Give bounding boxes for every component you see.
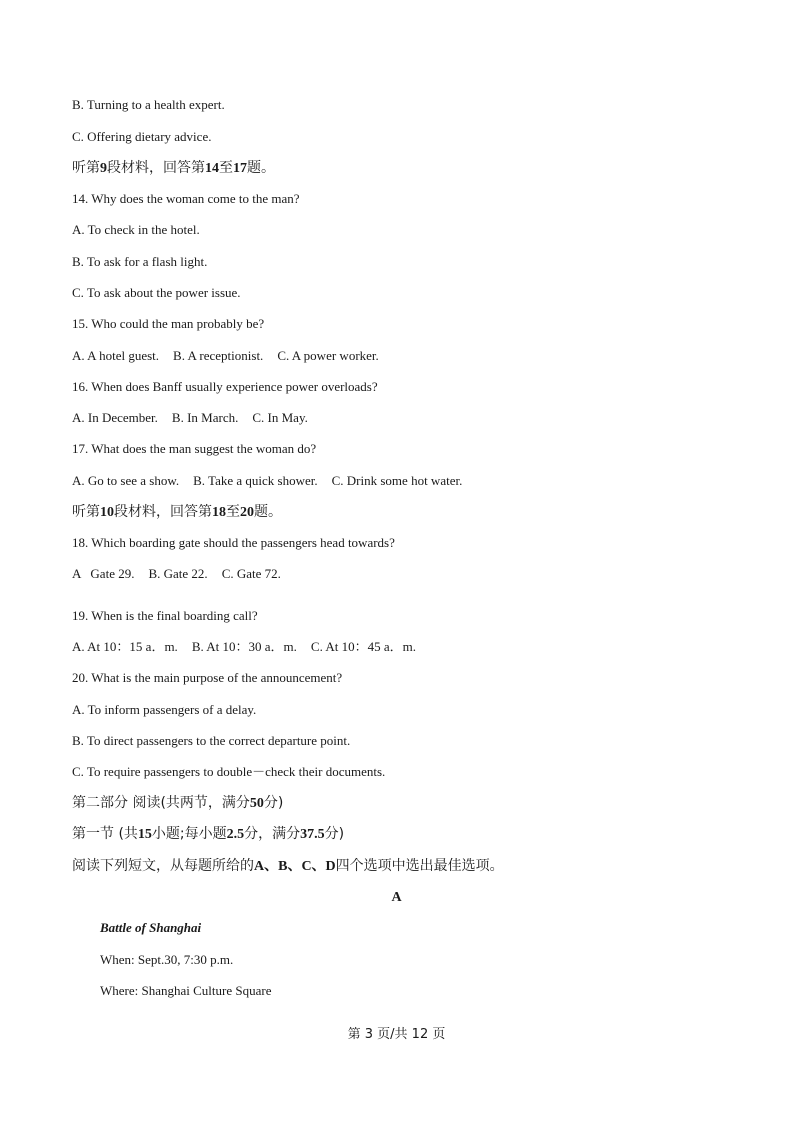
section-a-label: A (391, 890, 402, 905)
section-header-9: 听第9段材料，回答第14至17题。 (72, 160, 275, 176)
question-20: 20. What is the main purpose of the announcement? (72, 670, 343, 685)
event-where: Where: Shanghai Culture Square (100, 983, 272, 998)
page-footer: 第 3 页/共 12 页 (347, 1027, 446, 1042)
options-19: A. At 10：15 a．m. B. At 10：30 a．m. C. At 10：45 a．m. (72, 639, 416, 654)
option-13b: B. Turning to a health expert. (72, 97, 225, 112)
question-14: 14. Why does the woman come to the man? (72, 191, 300, 206)
option-14c: C. To ask about the power issue. (72, 285, 241, 300)
event-when: When: Sept.30, 7:30 p.m. (100, 952, 234, 967)
options-15: A. A hotel guest. B. A receptionist. C. A power worker. (72, 348, 379, 363)
passage-title: Battle of Shanghai (100, 920, 202, 935)
option-13c: C. Offering dietary advice. (72, 129, 212, 144)
part-two-header: 第二部分 阅读(共两节，满分50分) (72, 795, 284, 811)
options-17: A. Go to see a show. B. Take a quick shower. C. Drink some hot water. (72, 473, 463, 488)
options-16: A. In December. B. In March. C. In May. (72, 410, 308, 425)
option-14a: A. To check in the hotel. (72, 222, 200, 237)
question-15: 15. Who could the man probably be? (72, 316, 265, 331)
question-16: 16. When does Banff usually experience power overloads? (72, 379, 378, 394)
reading-instructions: 阅读下列短文，从每题所给的A、B、C、D四个选项中选出最佳选项。 (72, 858, 504, 874)
section-one-header: 第一节 (共15小题;每小题2.5分，满分37.5分) (72, 826, 345, 842)
options-18: A Gate 29. B. Gate 22. C. Gate 72. (72, 566, 281, 581)
section-header-10: 听第10段材料，回答第18至20题。 (72, 504, 282, 520)
option-20b: B. To direct passengers to the correct departure point. (72, 733, 351, 748)
option-20c: C. To require passengers to double－check their documents. (72, 764, 386, 779)
option-20a: A. To inform passengers of a delay. (72, 702, 257, 717)
question-19: 19. When is the final boarding call? (72, 608, 258, 623)
question-17: 17. What does the man suggest the woman do? (72, 441, 317, 456)
question-18: 18. Which boarding gate should the passengers head towards? (72, 535, 395, 550)
option-14b: B. To ask for a flash light. (72, 254, 208, 269)
